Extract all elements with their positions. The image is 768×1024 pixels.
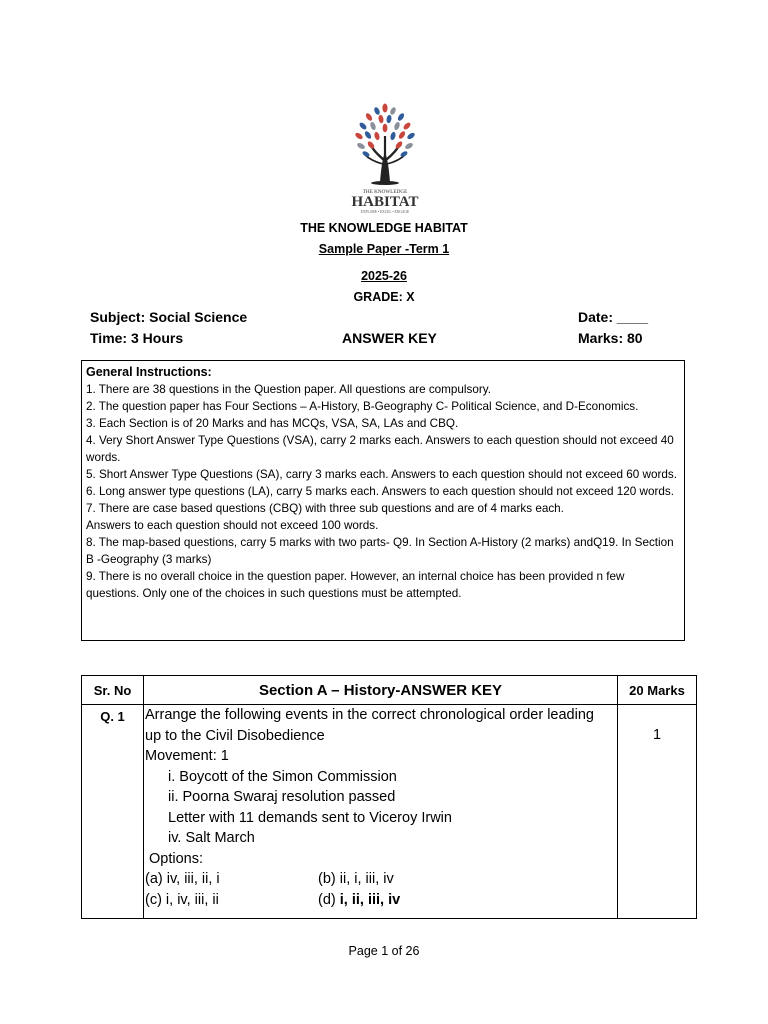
instruction-item: 5. Short Answer Type Questions (SA), carry 3 marks each. Answers to each question should not exceed 60 words. [86,468,677,481]
question-movement: Movement: 1 [145,748,229,764]
date-label: Date: ____ [578,309,649,325]
event-item: ii. Poorna Swaraj resolution passed [168,789,396,805]
table-header-row [82,676,697,705]
option-d-answer: i, ii, iii, iv [339,892,401,908]
instruction-item: Answers to each question should not exceed 100 words. [86,519,379,532]
logo-name: HABITAT [351,194,419,210]
academic-year: 2025-26 [361,269,407,283]
instructions-title: General Instructions: [86,365,212,379]
option-c: (c) i, iv, iii, ii [145,892,219,908]
instruction-item: 9. There is no overall choice in the question paper. However, an internal choice has been provided n few questions. Only one of the choices in such questions must be attempted. [86,570,625,600]
event-item: Letter with 11 demands sent to Viceroy Irwin [168,809,452,826]
header-section: Section A – History-ANSWER KEY [144,676,618,705]
instruction-item: 6. Long answer type questions (LA), carry 5 marks each. Answers to each question should not exceed 120 words. [86,485,674,498]
option-d-prefix: (d) [318,892,340,908]
options-row [145,890,613,911]
question-marks: 1 [618,705,697,919]
event-item: iv. Salt March [168,830,255,846]
option-b: (b) ii, i, iii, iv [318,871,394,887]
page-number: Page 1 of 26 [348,944,420,958]
grade-label: GRADE: X [353,290,415,304]
time-label: Time: 3 Hours [90,330,184,346]
table-row [82,705,697,919]
marks-label: Marks: 80 [578,330,643,346]
options-row [145,869,613,890]
school-logo [340,100,430,215]
subject-label: Subject: Social Science [90,309,248,325]
instruction-item: 4. Very Short Answer Type Questions (VSA), carry 2 marks each. Answers to each question should not exceed 40 words. [86,434,674,464]
instruction-item: 7. There are case based questions (CBQ) with three sub questions and are of 4 marks each. [86,502,564,515]
instruction-item: 3. Each Section is of 20 Marks and has MCQs, VSA, SA, LAs and CBQ. [86,417,459,430]
instruction-item: 1. There are 38 questions in the Question paper. All questions are compulsory. [86,383,491,396]
option-a: (a) iv, iii, ii, i [145,871,220,887]
instruction-item: 8. The map-based questions, carry 5 marks with two parts- Q9. In Section A-History (2 marks) andQ19. In Section B -Geography (3 marks) [86,536,674,566]
instruction-item: 2. The question paper has Four Sections – A-History, B-Geography C- Political Science, and D-Economics. [86,400,639,413]
paper-title: Sample Paper -Term 1 [318,242,450,256]
logo-tagline: THE KNOWLEDGE [362,189,408,195]
header-marks: 20 Marks [618,676,697,705]
event-item: i. Boycott of the Simon Commission [168,768,397,785]
tree-logo-icon [340,100,430,215]
question-body [144,705,618,919]
logo-motto: EXPLORE • EXCEL • ENGAGE [360,210,410,214]
header-sr-no: Sr. No [82,676,144,705]
option-d [318,890,400,911]
question-number: Q. 1 [82,705,144,919]
school-name: THE KNOWLEDGE HABITAT [300,221,468,235]
answer-key-label: ANSWER KEY [342,330,437,346]
answer-key-table [81,675,697,919]
question-stem: Arrange the following events in the correct chronological order leading up to the Civil Disobedience [145,707,594,744]
options-label: Options: [145,850,204,867]
general-instructions-box [81,360,685,641]
